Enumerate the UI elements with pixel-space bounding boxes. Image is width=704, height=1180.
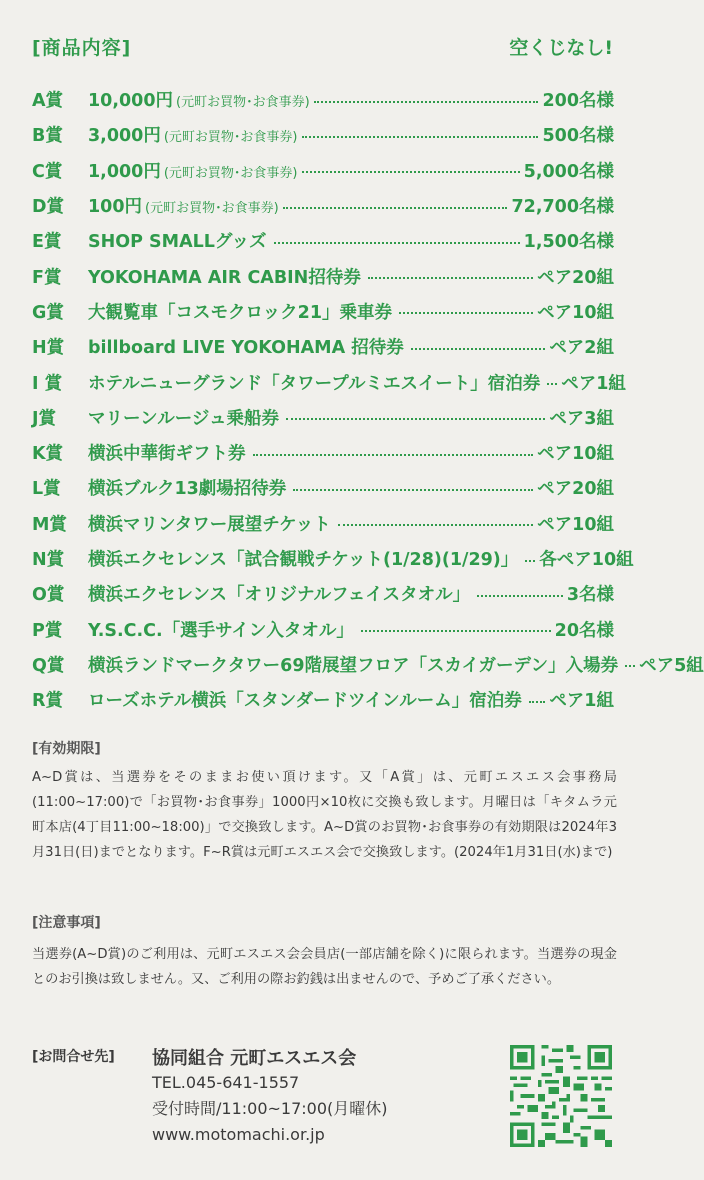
contact-label: [お問合せ先] — [32, 1049, 115, 1065]
prize-title: 10,000円 — [88, 91, 174, 112]
prize-title: Y.S.C.C.「選手サイン入タオル」 — [88, 620, 354, 641]
prize-name — [88, 440, 249, 465]
prize-title: 1,000円 — [88, 161, 161, 182]
leader-dots — [302, 136, 539, 138]
section-title-prizes: [商品内容] — [32, 37, 132, 59]
prize-title: billboard LIVE YOKOHAMA 招待券 — [88, 338, 404, 359]
prize-grade: E賞 — [32, 232, 62, 253]
prize-row — [32, 506, 614, 541]
contact-url[interactable]: www.motomachi.or.jp — [152, 1125, 325, 1144]
leader-dots — [525, 560, 535, 562]
prize-name — [88, 299, 395, 324]
prize-quantity: 72,700名様 — [511, 197, 614, 218]
prize-row — [32, 153, 614, 188]
prize-name — [88, 652, 621, 677]
prize-name — [88, 546, 521, 571]
notice-heading: [注意事項] — [32, 915, 101, 931]
prize-row — [32, 117, 614, 152]
prize-name — [88, 193, 279, 218]
prize-title: 大観覧車「コスモクロック21」乗車券 — [88, 302, 393, 323]
leader-dots — [361, 630, 551, 632]
prize-quantity: 200名様 — [542, 91, 614, 112]
prize-row — [32, 400, 614, 435]
prize-quantity: ペア10組 — [537, 514, 614, 535]
prize-row — [32, 258, 614, 293]
prize-title: 横浜エクセレンス「オリジナルフェイスタオル」 — [88, 585, 471, 606]
contact-info — [152, 1044, 388, 1148]
prize-row — [32, 682, 614, 717]
prize-quantity: ペア20組 — [537, 479, 614, 500]
leader-dots — [547, 383, 557, 385]
qr-code-icon[interactable] — [510, 1045, 612, 1147]
prize-title: 横浜ブルク13劇場招待券 — [88, 479, 287, 500]
prize-grade: B賞 — [32, 126, 63, 147]
leader-dots — [368, 277, 533, 279]
prize-title: 3,000円 — [88, 126, 161, 147]
leader-dots — [625, 665, 635, 667]
prize-grade: P賞 — [32, 620, 63, 641]
prize-quantity: ペア3組 — [549, 408, 614, 429]
leader-dots — [477, 595, 563, 597]
prize-grade: F賞 — [32, 267, 62, 288]
prize-name — [88, 122, 298, 147]
prize-row — [32, 329, 614, 364]
leader-dots — [253, 454, 534, 456]
prize-grade: G賞 — [32, 302, 64, 323]
notice-text: 当選券(A~D賞)のご利用は、元町エスエス会会員店(一部店舗を除く)に限られます。当選券の現金とのお引換は致しません。又、ご利用の際お釣銭は出ませんので、予めご了承ください。 — [32, 947, 617, 987]
prize-title: 横浜中華街ギフト券 — [88, 444, 246, 465]
contact-name: 協同組合 元町エスエス会 — [152, 1048, 357, 1069]
prize-grade: I 賞 — [32, 373, 63, 394]
contact-hours: 受付時間/11:00~17:00(月曜休) — [152, 1099, 388, 1118]
leader-dots — [286, 418, 545, 420]
prize-grade: A賞 — [32, 91, 64, 112]
prize-title: ホテルニューグランド「タワープルミエスイート」宿泊券 — [88, 373, 541, 394]
prize-name — [88, 228, 270, 253]
prize-row — [32, 541, 634, 576]
headline-no-blanks: 空くじなし! — [509, 37, 613, 59]
prize-title: 横浜エクセレンス「試合観戦チケット(1/28)(1/29)」 — [88, 550, 519, 570]
prize-quantity: 各ペア10組 — [539, 550, 634, 570]
prize-grade: Q賞 — [32, 655, 65, 676]
prize-row — [32, 188, 614, 223]
prize-name — [88, 617, 357, 642]
prize-quantity: 3名様 — [566, 585, 614, 606]
prize-row — [32, 576, 614, 611]
prize-name — [88, 581, 473, 606]
prize-row — [32, 611, 614, 646]
prize-quantity: ペア1組 — [561, 373, 626, 394]
prize-quantity: ペア2組 — [549, 338, 614, 359]
prize-note: (元町お買物･お食事券) — [163, 130, 298, 146]
prize-list — [32, 82, 704, 717]
leader-dots — [293, 489, 533, 491]
prize-grade: N賞 — [32, 550, 65, 570]
prize-quantity: 20名様 — [554, 620, 614, 641]
leader-dots — [274, 242, 520, 244]
prize-quantity: 500名様 — [542, 126, 614, 147]
prize-title: SHOP SMALLグッズ — [88, 232, 267, 253]
prize-quantity: ペア20組 — [537, 267, 614, 288]
contact-tel[interactable]: TEL.045-641-1557 — [152, 1073, 300, 1092]
prize-note: (元町お買物･お食事券) — [145, 201, 279, 217]
prize-title: YOKOHAMA AIR CABIN招待券 — [88, 267, 361, 288]
prize-grade: J賞 — [32, 408, 57, 429]
prize-grade: M賞 — [32, 514, 67, 535]
prize-note: (元町お買物･お食事券) — [176, 95, 310, 111]
prize-title: 横浜マリンタワー展望チケット — [88, 514, 331, 535]
leader-dots — [399, 312, 533, 314]
prize-quantity: ペア10組 — [537, 302, 614, 323]
prize-row — [32, 82, 614, 117]
prize-name — [88, 475, 289, 500]
prize-name — [88, 264, 364, 289]
prize-name — [88, 405, 282, 430]
validity-text: A~D賞は、当選券をそのままお使い頂けます。又「A賞」は、元町エスエス会事務局(11:00~17:00)で「お買物･お食事券」1000円×10枚に交換も致します。月曜日は「キタムラ元町本店(4丁目11:00~18:00)」で交換致します。A~D賞のお買物･お食事券の有効期限は2024年3月31日(日)までとなります。F~R賞は元町エスエス会で交換致します。(2024年1月31日(水)まで) — [32, 770, 617, 860]
leader-dots — [302, 171, 520, 173]
leader-dots — [283, 207, 508, 209]
prize-note: (元町お買物･お食事券) — [163, 165, 298, 181]
prize-quantity: ペア10組 — [537, 444, 614, 465]
prize-grade: O賞 — [32, 585, 65, 606]
prize-name — [88, 370, 543, 395]
prize-name — [88, 334, 407, 359]
prize-title: 横浜ランドマークタワー69階展望フロア「スカイガーデン」入場券 — [88, 655, 619, 676]
prize-title: 100円 — [88, 197, 143, 218]
prize-quantity: ペア5組 — [639, 655, 704, 676]
prize-grade: H賞 — [32, 338, 65, 359]
prize-quantity: 1,500名様 — [523, 232, 614, 253]
prize-name — [88, 158, 298, 183]
prize-grade: C賞 — [32, 161, 63, 182]
prize-title: ローズホテル横浜「スタンダードツインルーム」宿泊券 — [88, 691, 522, 712]
prize-name — [88, 511, 334, 536]
prize-grade: R賞 — [32, 691, 63, 712]
leader-dots — [529, 701, 546, 703]
prize-row — [32, 223, 614, 258]
validity-heading: [有効期限] — [32, 741, 101, 757]
prize-grade: K賞 — [32, 444, 64, 465]
leader-dots — [411, 348, 546, 350]
prize-name — [88, 687, 525, 712]
prize-title: マリーンルージュ乗船券 — [88, 408, 280, 429]
leader-dots — [338, 524, 533, 526]
prize-row — [32, 364, 626, 399]
prize-quantity: ペア1組 — [549, 691, 614, 712]
prize-grade: L賞 — [32, 479, 61, 500]
prize-row — [32, 470, 614, 505]
prize-row — [32, 647, 704, 682]
prize-grade: D賞 — [32, 197, 65, 218]
prize-row — [32, 435, 614, 470]
prize-name — [88, 87, 310, 112]
leader-dots — [314, 101, 539, 103]
prize-quantity: 5,000名様 — [523, 161, 614, 182]
prize-row — [32, 294, 614, 329]
